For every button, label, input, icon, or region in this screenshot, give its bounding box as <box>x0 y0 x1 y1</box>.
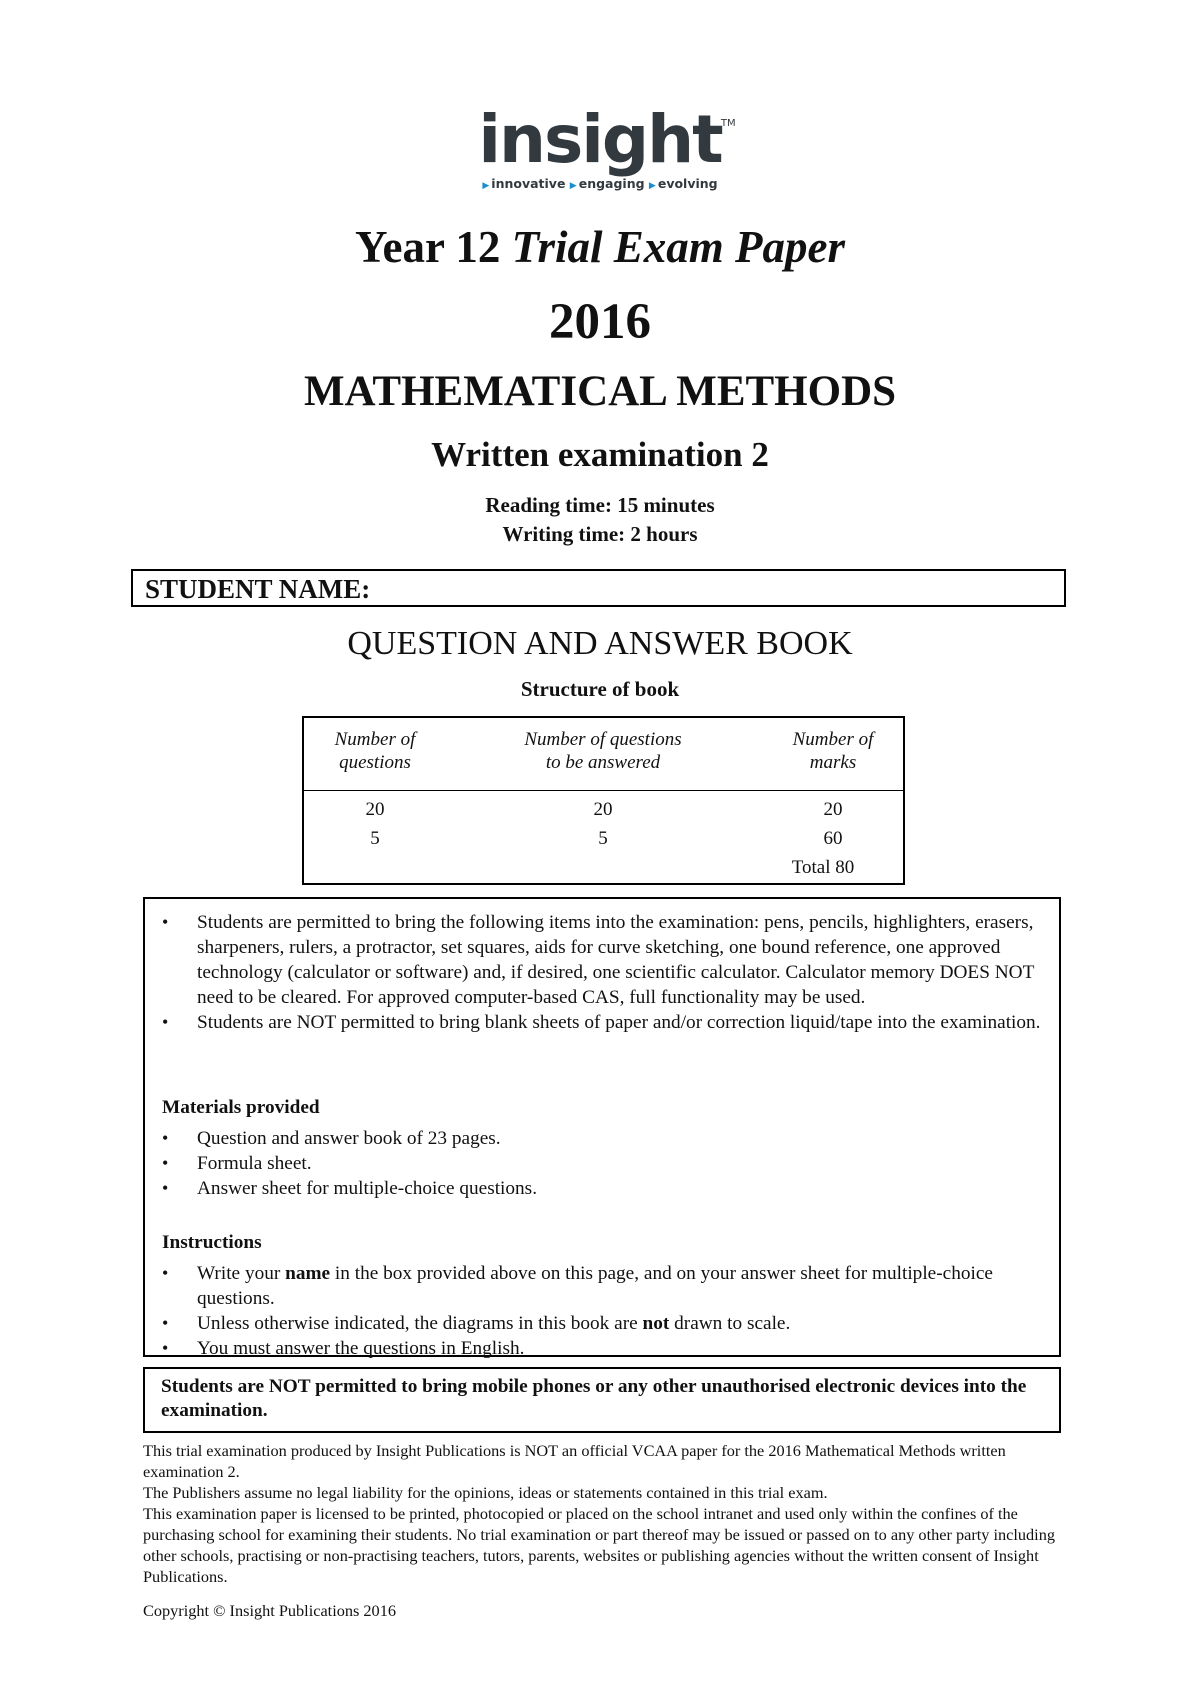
list-item <box>145 1261 1059 1311</box>
materials-list <box>145 1126 1059 1201</box>
list-item: • Question and answer book of 23 pages. <box>145 1126 1059 1151</box>
text-span: Write your <box>197 1263 286 1284</box>
table-cell: 60 <box>823 828 843 849</box>
instructions-list <box>145 1261 1059 1361</box>
list-item: • You must answer the questions in English. <box>145 1336 1059 1361</box>
header-divider <box>304 790 903 791</box>
bold-word: not <box>642 1313 670 1334</box>
exam-name: Written examination 2 <box>431 435 769 474</box>
list-item <box>145 1311 1059 1336</box>
list-item: • Students are permitted to bring the following items into the examination: pens, pencils, highlighters, erasers, sharpeners, rulers, a protractor, set squares, aids for curve sketching, one bound reference, one approved technology (calculator or software) and, if desired, one scientific calculator. Calculator memory DOES NOT need to be cleared. For approved computer-based CAS, full functionality may be used. <box>145 910 1059 1010</box>
book-title: QUESTION AND ANSWER BOOK <box>347 625 853 662</box>
text-span: Unless otherwise indicated, the diagrams in this book are <box>197 1313 643 1334</box>
arrow-icon: ▶ <box>648 181 656 191</box>
instructions-heading: Instructions <box>162 1232 262 1253</box>
logo-trademark: TM <box>720 118 736 129</box>
logo-tagline <box>0 176 1200 194</box>
writing-time: Writing time: 2 hours <box>502 522 698 546</box>
copyright: Copyright © Insight Publications 2016 <box>143 1601 396 1620</box>
footer-notes <box>143 1440 1068 1587</box>
arrow-icon: ▶ <box>482 181 490 191</box>
title-italic: Trial Exam Paper <box>511 222 845 272</box>
paper-title <box>0 220 1200 274</box>
materials-heading: Materials provided <box>162 1097 320 1118</box>
text-span: in the box provided above on this page, and on your answer sheet for multiple-choice questions. <box>197 1263 993 1309</box>
text-span: drawn to scale. <box>669 1313 791 1334</box>
logo-word: insight <box>478 101 722 178</box>
permitted-list <box>145 910 1059 1035</box>
reading-time: Reading time: 15 minutes <box>485 493 715 517</box>
list-item: • Formula sheet. <box>145 1151 1059 1176</box>
footer-paragraph: This trial examination produced by Insight Publications is NOT an official VCAA paper for the 2016 Mathematical Methods written examination 2. <box>143 1441 1006 1481</box>
tagline-word: evolving <box>657 176 718 191</box>
insight-logo <box>0 101 1200 194</box>
list-item: • Students are NOT permitted to bring blank sheets of paper and/or correction liquid/tape into the examination. <box>145 1010 1059 1035</box>
table-cell: 20 <box>593 799 613 820</box>
table-cell: 20 <box>823 799 843 820</box>
table-total: Total 80 <box>791 857 855 878</box>
student-name-box[interactable] <box>131 569 1066 607</box>
student-name-label: STUDENT NAME: <box>145 574 371 604</box>
table-cell: 20 <box>365 799 385 820</box>
title-prefix: Year 12 <box>355 222 501 272</box>
tagline-word: innovative <box>491 176 566 191</box>
footer-paragraph: The Publishers assume no legal liability for the opinions, ideas or statements contained in this trial exam. <box>143 1483 828 1502</box>
paper-year: 2016 <box>549 294 651 350</box>
arrow-icon: ▶ <box>569 181 577 191</box>
table-header: Number of questions <box>334 729 416 773</box>
subject-title: MATHEMATICAL METHODS <box>303 368 897 415</box>
warning-box: Students are NOT permitted to bring mobile phones or any other unauthorised electronic devices into the examination. <box>143 1367 1061 1433</box>
table-header: Number of marks <box>792 729 874 773</box>
structure-table <box>302 716 905 885</box>
table-header: Number of questions to be answered <box>524 729 682 773</box>
tagline-word: engaging <box>578 176 645 191</box>
structure-heading: Structure of book <box>520 677 680 701</box>
table-cell: 5 <box>598 828 608 849</box>
table-cell: 5 <box>370 828 380 849</box>
bold-word: name <box>285 1263 331 1284</box>
logo-wordmark <box>478 101 736 178</box>
list-item: • Answer sheet for multiple-choice questions. <box>145 1176 1059 1201</box>
footer-paragraph: This examination paper is licensed to be printed, photocopied or placed on the school intranet and used only within the confines of the purchasing school for examining their students. No trial examination or part thereof may be issued or passed on to any other party including other schools, practising or non-practising teachers, tutors, parents, websites or publishing agencies without the written consent of Insight Publications. <box>143 1504 1055 1586</box>
rules-box <box>143 897 1061 1357</box>
